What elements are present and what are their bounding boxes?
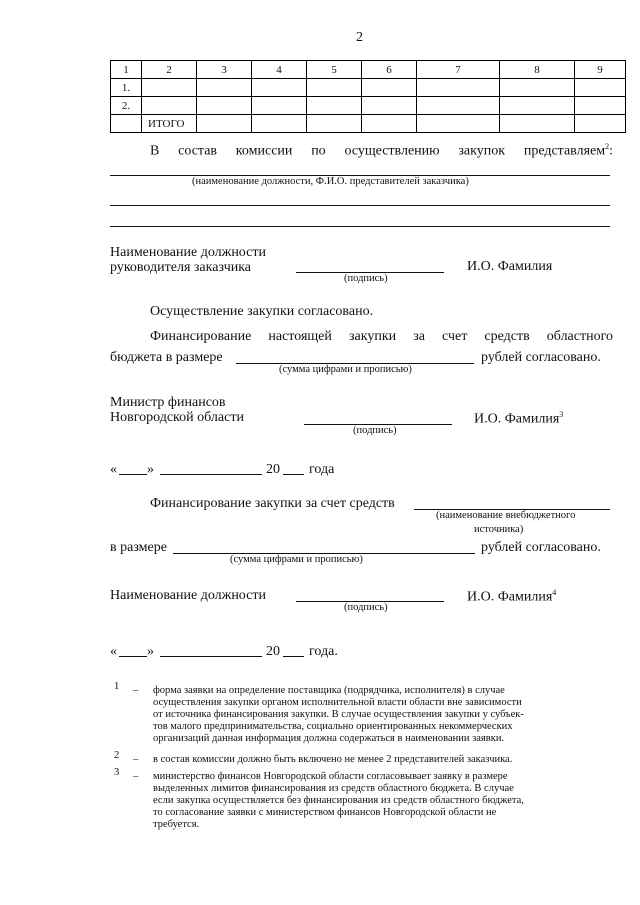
footnote-dash: – xyxy=(133,754,139,765)
table-cell xyxy=(252,97,307,115)
position-label: Наименование должности xyxy=(110,588,266,603)
table-header-cell: 3 xyxy=(197,61,252,79)
date-open-quote-1: « xyxy=(110,462,117,477)
date-close-quote-1: » xyxy=(147,462,154,477)
table-header-cell: 9 xyxy=(575,61,626,79)
footnote-line: если закупка осуществляется без финансирования из средств областного бюджета, xyxy=(153,795,524,806)
date-year-prefix-1: 20 xyxy=(266,462,280,477)
date-year-prefix-2: 20 xyxy=(266,644,280,659)
financing-regional-line1: Финансирование настоящей закупки за счет средств областного xyxy=(150,329,613,344)
table-cell xyxy=(500,79,575,97)
financing-regional-prefix: бюджета в размере xyxy=(110,350,223,365)
head-position-line2: руководителя заказчика xyxy=(110,260,252,275)
minister-signature-caption: (подпись) xyxy=(353,425,397,436)
footnote-line: то согласование заявки с министерством финансов Новгородской области не xyxy=(153,807,497,818)
commission-text: В состав комиссии по осуществлению закупок представляем$^2$: xyxy=(150,142,613,159)
table-cell xyxy=(575,97,626,115)
footnote-line: организаций данная информация должна содержаться в наименовании заявки. xyxy=(153,733,505,744)
date-month-line-2[interactable] xyxy=(160,656,262,657)
date-open-quote-2: « xyxy=(110,644,117,659)
total-label: ИТОГО xyxy=(142,115,197,133)
footnote-dash: – xyxy=(133,685,139,696)
position-name: И.О. Фамилия$^4$ xyxy=(467,588,557,605)
table-cell xyxy=(307,79,362,97)
table-cell xyxy=(500,97,575,115)
offbudget-amount-prefix: в размере xyxy=(110,540,167,555)
table-cell xyxy=(197,97,252,115)
row-label: 2. xyxy=(111,97,142,115)
footnote-line: форма заявки на определение поставщика (подрядчика, исполнителя) в случае xyxy=(153,685,505,696)
table-header-row xyxy=(111,61,626,79)
table-header-cell: 6 xyxy=(362,61,417,79)
financing-regional-suffix: рублей согласовано. xyxy=(481,350,601,365)
row-label: 1. xyxy=(111,79,142,97)
footnote-number: 2 xyxy=(114,750,120,761)
head-position-line1: Наименование должности xyxy=(110,245,266,260)
date-suffix-1: года xyxy=(309,462,335,477)
date-day-line-1[interactable] xyxy=(119,474,147,475)
position-signature-caption: (подпись) xyxy=(344,602,388,613)
row-label xyxy=(111,115,142,133)
table-cell xyxy=(362,79,417,97)
footnote-line: требуется. xyxy=(153,819,200,830)
head-signature-caption: (подпись) xyxy=(344,273,388,284)
commission-line-2[interactable] xyxy=(110,205,610,206)
offbudget-source-caption-2: источника) xyxy=(474,524,524,535)
minister-title-line2: Новгородской области xyxy=(110,410,244,425)
table-cell xyxy=(252,115,307,133)
minister-title-line1: Министр финансов xyxy=(110,395,226,410)
table-cell xyxy=(142,79,197,97)
table-header-cell: 1 xyxy=(111,61,142,79)
date-close-quote-2: » xyxy=(147,644,154,659)
table-header-cell: 5 xyxy=(307,61,362,79)
date-suffix-2: года. xyxy=(309,644,338,659)
table-cell xyxy=(307,115,362,133)
table-cell xyxy=(500,115,575,133)
offbudget-source-caption-1: (наименование внебюджетного xyxy=(436,510,576,521)
footnote-line: тов малого предпринимательства, социально ориентированных некоммерческих xyxy=(153,721,513,732)
table-cell xyxy=(252,79,307,97)
table-header-cell: 4 xyxy=(252,61,307,79)
table-cell xyxy=(417,97,500,115)
offbudget-amount-suffix: рублей согласовано. xyxy=(481,540,601,555)
head-name: И.О. Фамилия xyxy=(467,259,553,274)
table-cell xyxy=(142,97,197,115)
table-header-cell: 2 xyxy=(142,61,197,79)
table-cell xyxy=(575,115,626,133)
table-header-cell: 8 xyxy=(500,61,575,79)
footnote-number: 1 xyxy=(114,681,120,692)
procurement-table xyxy=(110,60,626,133)
date-month-line-1[interactable] xyxy=(160,474,262,475)
table-cell xyxy=(417,79,500,97)
table-cell xyxy=(197,79,252,97)
financing-offbudget-prefix: Финансирование закупки за счет средств xyxy=(150,496,395,511)
table-header-cell: 7 xyxy=(417,61,500,79)
table-total-row xyxy=(111,115,626,133)
date-day-line-2[interactable] xyxy=(119,656,147,657)
footnote-line: в состав комиссии должно быть включено не менее 2 представителей заказчика. xyxy=(153,754,513,765)
minister-name: И.О. Фамилия$^3$ xyxy=(474,410,564,427)
table-cell xyxy=(307,97,362,115)
commission-line-3[interactable] xyxy=(110,226,610,227)
footnote-line: от источника финансирования закупки. В случае осуществления закупки у субъек- xyxy=(153,709,524,720)
date-year-line-2[interactable] xyxy=(283,656,304,657)
agreed-text: Осуществление закупки согласовано. xyxy=(150,304,374,319)
footnote-number: 3 xyxy=(114,767,120,778)
table-row xyxy=(111,79,626,97)
financing-regional-caption: (сумма цифрами и прописью) xyxy=(279,364,412,375)
footnote-line: выделенных лимитов финансирования из средств областного бюджета. В случае xyxy=(153,783,514,794)
footnote-line: осуществления закупки органом исполнительной власти области вне зависимости xyxy=(153,697,522,708)
date-year-line-1[interactable] xyxy=(283,474,304,475)
table-cell xyxy=(197,115,252,133)
footnote-line: министерство финансов Новгородской области согласовывает заявку в размере xyxy=(153,771,508,782)
footnote-dash: – xyxy=(133,771,139,782)
table-cell xyxy=(575,79,626,97)
table-row xyxy=(111,97,626,115)
offbudget-amount-caption: (сумма цифрами и прописью) xyxy=(230,554,363,565)
table-cell xyxy=(362,97,417,115)
commission-caption: (наименование должности, Ф.И.О. представителей заказчика) xyxy=(192,176,469,187)
page-number: 2 xyxy=(356,30,363,45)
table-cell xyxy=(417,115,500,133)
table-cell xyxy=(362,115,417,133)
